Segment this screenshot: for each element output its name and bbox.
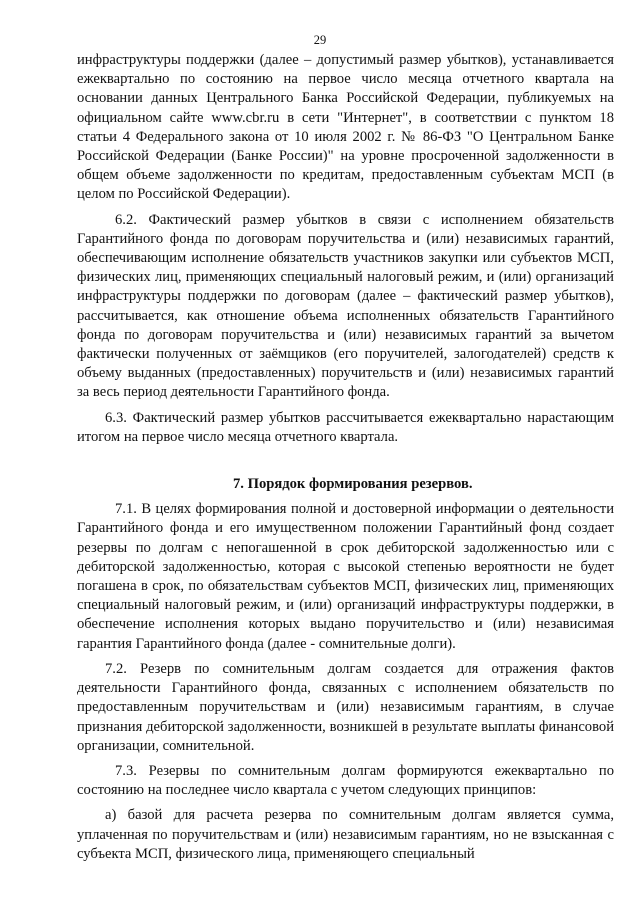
page-number: 29 <box>313 33 327 47</box>
paragraph-7-1: 7.1. В целях формирования полной и достоверной информации о деятельности Гарантийного фонда и его имущественном положении Гарантийный фонд создает резервы по долгам с непогашенной в срок дебиторской задолженностью или с дебиторской задолженностью, которая с высокой степенью вероятности не будет погашена в срок, по обязательствам субъектов МСП, физических лиц, применяющих специальный налоговый режим, и (или) организаций инфраструктуры поддержки, в обеспечение исполнения которых выдано поручительство и (или) независимая гарантия Гарантийного фонда (далее - сомнительные долги). <box>77 501 614 652</box>
document-body <box>77 51 614 864</box>
paragraph-6-2: 6.2. Фактический размер убытков в связи с исполнением обязательств Гарантийного фонда по договорам поручительства и (или) независимых гарантий, обеспечивающим исполнение обязательств участников закупки или субъектов МСП, физических лиц, применяющих специальный налоговый режим, и (или) организаций инфраструктуры поддержки по договорам (далее – фактический размер убытков), рассчитывается, как отношение объема исполненных обязательств Гарантийного фонда по договорам поручительства и (или) независимых гарантий за вычетом фактически полученных от заёмщиков (его поручителей, залогодателей) средств к объему выданных (предоставленных) поручительств и (или) независимых гарантий за весь период деятельности Гарантийного фонда. <box>77 211 614 401</box>
section-7-heading: 7. Порядок формирования резервов. <box>233 476 473 493</box>
paragraph-7-3-a: а) базой для расчета резерва по сомнительным долгам является сумма, уплаченная по поручительствам и (или) независимым гарантиям, но не взысканная с субъекта МСП, физического лица, применяющего специальный <box>77 807 614 862</box>
paragraph-continuation: инфраструктуры поддержки (далее – допустимый размер убытков), устанавливается ежеквартально по состоянию на первое число месяца отчетного квартала на основании данных Центрального Банка Российской Федерации, публикуемых на официальном сайте www.cbr.ru в сети "Интернет", в соответствии с пунктом 18 статьи 4 Федерального закона от 10 июля 2002 г. № 86-ФЗ "О Центральном Банке Российской Федерации (Банке России)" на уровне просроченной задолженности в общем объеме задолженности по кредитам, предоставленным субъектам МСП (в целом по Российской Федерации). <box>77 52 614 203</box>
paragraph-7-3: 7.3. Резервы по сомнительным долгам формируются ежеквартально по состоянию на последнее число квартала с учетом следующих принципов: <box>77 762 614 799</box>
paragraph-6-3: 6.3. Фактический размер убытков рассчитывается ежеквартально нарастающим итогом на первое число месяца отчетного квартала. <box>77 409 614 445</box>
paragraph-7-2: 7.2. Резерв по сомнительным долгам создается для отражения фактов деятельности Гарантийного фонда, связанных с исполнением обязательств по предоставленным поручительствам и (или) независимым гарантиям, в случае признания дебиторской задолженности, возникшей в результате выплаты финансовой организации, сомнительной. <box>77 660 614 754</box>
